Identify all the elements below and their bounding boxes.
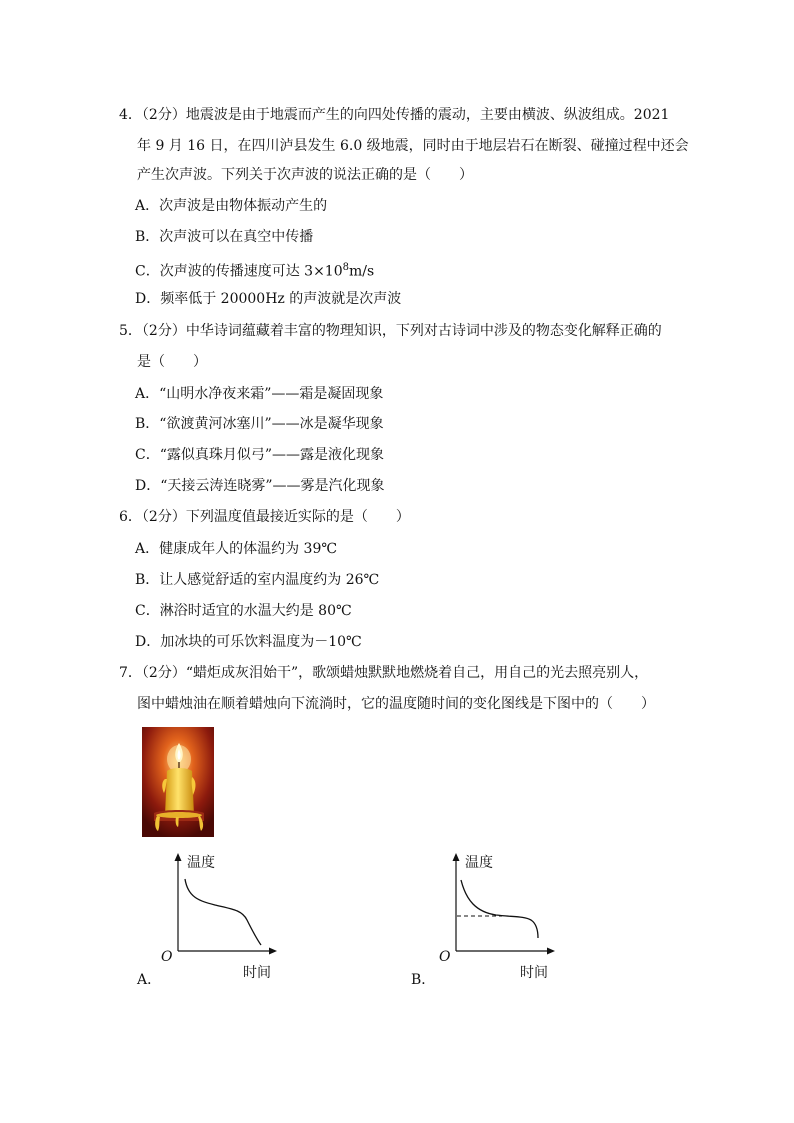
q5-option-c: C．“露似真珠月似弓”——露是液化现象 xyxy=(135,447,385,463)
q5-option-d: D．“天接云涛连晓雾”——雾是汽化现象 xyxy=(135,478,385,494)
graph-b-option: B． xyxy=(411,972,436,988)
q4-option-b: B．次声波可以在真空中传播 xyxy=(135,229,314,245)
graph-b-ylabel: 温度 xyxy=(465,855,493,871)
graph-a-curve xyxy=(185,879,261,945)
graph-a-origin: O xyxy=(161,949,173,965)
q4-stem-line-3: 产生次声波。下列关于次声波的说法正确的是（ ） xyxy=(137,167,473,183)
q6-option-a: A．健康成年人的体温约为 39℃ xyxy=(135,541,338,557)
q4-option-a: A．次声波是由物体振动产生的 xyxy=(135,198,328,214)
candle-image xyxy=(142,727,214,837)
q5-option-a: A．“山明水净夜来霜”——霜是凝固现象 xyxy=(135,386,384,402)
q4-option-d: D．频率低于 20000Hz 的声波就是次声波 xyxy=(135,291,402,307)
graph-b-x-arrow xyxy=(547,948,555,955)
graph-b xyxy=(428,850,568,965)
q4-stem-line-1: 4．（2分）地震波是由于地震而产生的向四处传播的震动，主要由横波、纵波组成。2021 xyxy=(119,107,670,123)
graph-b-y-arrow xyxy=(453,853,460,861)
graph-a-y-arrow xyxy=(175,853,182,861)
graph-b-xlabel: 时间 xyxy=(520,965,548,981)
q6-option-b: B．让人感觉舒适的室内温度约为 26℃ xyxy=(135,572,380,588)
q4-option-c: C．次声波的传播速度可达 $3\times 10^8m/s$ xyxy=(135,262,375,280)
graph-a xyxy=(150,850,290,965)
graph-b-curve xyxy=(461,880,538,938)
q6-stem-line-1: 6．（2分）下列温度值最接近实际的是（ ） xyxy=(119,509,410,525)
graph-a-ylabel: 温度 xyxy=(187,855,215,871)
graph-a-option: A． xyxy=(137,972,162,988)
q5-stem-line-1: 5．（2分）中华诗词蕴藏着丰富的物理知识，下列对古诗词中涉及的物态变化解释正确的 xyxy=(119,323,662,339)
graph-a-xlabel: 时间 xyxy=(243,965,271,981)
q6-option-c: C．淋浴时适宜的水温大约是 80℃ xyxy=(135,603,352,619)
q4-stem-line-2: 年 9 月 16 日，在四川泸县发生 6.0 级地震，同时由于地层岩石在断裂、碰撞过程中还会 xyxy=(137,138,689,154)
q5-stem-line-2: 是（ ） xyxy=(137,354,207,370)
q6-option-d: D．加冰块的可乐饮料温度为－10℃ xyxy=(135,634,362,650)
q5-option-b: B．“欲渡黄河冰塞川”——冰是凝华现象 xyxy=(135,416,384,432)
graph-a-x-arrow xyxy=(269,948,277,955)
graph-b-origin: O xyxy=(439,949,451,965)
q7-stem-line-2: 图中蜡烛油在顺着蜡烛向下流淌时，它的温度随时间的变化图线是下图中的（ ） xyxy=(137,696,655,712)
q7-stem-line-1: 7．（2分）“蜡炬成灰泪始干”，歌颂蜡烛默默地燃烧着自己，用自己的光去照亮别人， xyxy=(119,665,649,681)
